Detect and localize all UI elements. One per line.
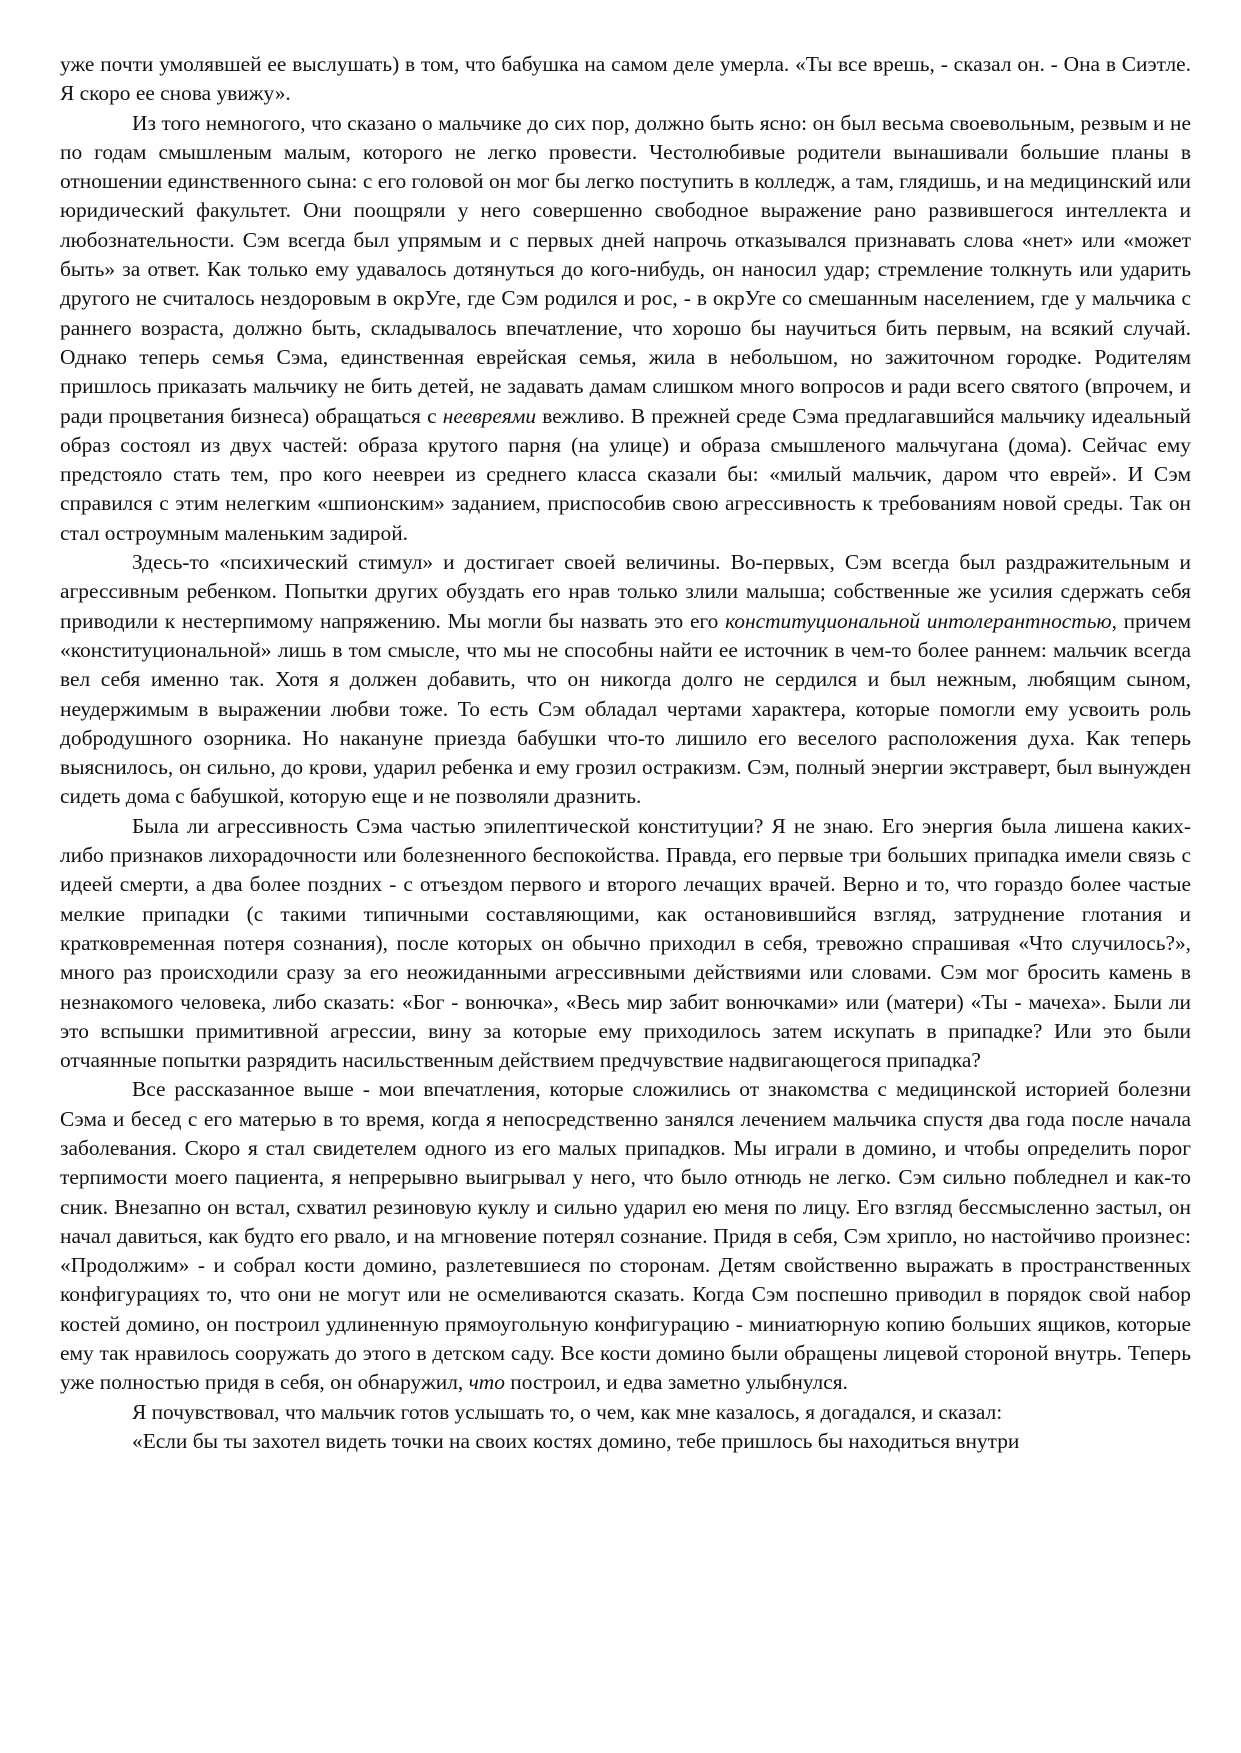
paragraph-5 <box>60 1075 1191 1397</box>
emphasis-text: что <box>468 1370 505 1395</box>
text-run: Все рассказанное выше - мои впечатления, которые сложились от знакомства с медицинской историей болезни Сэма и бесед с его матерью в то время, когда я непосредственно занялся лечением мальчика спустя два года после начала заболевания. Скоро я стал свидетелем одного из его малых припадков. Мы играли в домино, и чтобы определить порог терпимости моего пациента, я непрерывно выигрывал у него, что было отнюдь не легко. Сэм сильно побледнел и как-то сник. Внезапно он встал, схватил резиновую куклу и сильно ударил ею меня по лицу. Его взгляд бессмысленно застыл, он начал давиться, как будто его рвало, и на мгновение потерял сознание. Придя в себя, Сэм хрипло, но настойчиво произнес: «Продолжим» - и собрал кости домино, разлетевшиеся по сторонам. Детям свойственно выражать в пространственных конфигурациях то, что они не могут или не осмеливаются сказать. Когда Сэм поспешно приводил в порядок свой набор костей домино, он построил удлиненную прямоугольную конфигурацию - миниатюрную копию больших ящиков, которые ему так нравилось сооружать до этого в детском саду. Все кости домино были обращены лицевой стороной внутрь. Теперь уже полностью придя в себя, он обнаружил, <box>60 1077 1191 1395</box>
text-run: вежливо. В прежней среде Сэма предлагавшийся мальчику идеальный образ состоял из двух частей: образа крутого парня (на улице) и образа смышленого мальчугана (дома). Сейчас ему предстояло стать тем, про кого неевреи из среднего класса сказали бы: «милый мальчик, даром что еврей». И Сэм справился с этим нелегким «шпионским» заданием, приспособив свою агрессивность к требованиям новой среды. Так он стал остроумным маленьким задирой. <box>60 403 1191 545</box>
text-run: «Если бы ты захотел видеть точки на своих костях домино, тебе пришлось бы находиться внутри <box>132 1428 1020 1453</box>
paragraph-6 <box>60 1398 1191 1427</box>
emphasis-text: конституциональной интолерантностью <box>725 608 1112 633</box>
paragraph-3 <box>60 548 1191 812</box>
document-page <box>60 50 1191 1456</box>
text-run: Я почувствовал, что мальчик готов услышать то, о чем, как мне казалось, я догадался, и сказал: <box>132 1399 1003 1424</box>
paragraph-1 <box>60 50 1191 109</box>
text-run: , причем «конституциональной» лишь в том смысле, что мы не способны найти ее источник в чем-то более раннем: мальчик всегда вел себя именно так. Хотя я должен добавить, что он никогда долго не сердился и был нежным, любящим сыном, неудержимым в выражении любви тоже. То есть Сэм обладал чертами характера, которые помогли ему усвоить роль добродушного озорника. Но накануне приезда бабушки что-то лишило его веселого расположения духа. Как теперь выяснилось, он сильно, до крови, ударил ребенка и ему грозил остракизм. Сэм, полный энергии экстраверт, был вынужден сидеть дома с бабушкой, которую еще и не позволяли дразнить. <box>60 608 1192 809</box>
paragraph-2 <box>60 109 1191 548</box>
paragraph-7 <box>60 1427 1191 1456</box>
emphasis-text: неевреями <box>442 403 537 428</box>
text-run: Здесь-то «психический стимул» и достигает своей величины. Во-первых, Сэм всегда был раздражительным и агрессивным ребенком. Попытки других обуздать его нрав только злили малыша; собственные же усилия сдержать себя приводили к нестерпимому напряжению. Мы могли бы назвать это его <box>60 550 1191 633</box>
paragraph-4 <box>60 812 1191 1076</box>
text-run: построил, и едва заметно улыбнулся. <box>504 1370 848 1395</box>
text-run: Была ли агрессивность Сэма частью эпилептической конституции? Я не знаю. Его энергия была лишена каких-либо признаков лихорадочности или болезненного беспокойства. Правда, его первые три больших припадка имели связь с идеей смерти, а два более поздних - с отъездом первого и второго лечащих врачей. Верно и то, что гораздо более частые мелкие припадки (с такими типичными составляющими, как остановившийся взгляд, затруднение глотания и кратковременная потеря сознания), после которых он обычно приходил в себя, тревожно спрашивая «Что случилось?», много раз происходили сразу за его неожиданными агрессивными действиями или словами. Сэм мог бросить камень в незнакомого человека, либо сказать: «Бог - вонючка», «Весь мир забит вонючками» или (матери) «Ты - мачеха». Были ли это вспышки примитивной агрессии, вину за которые ему приходилось затем искупать в припадке? Или это были отчаянные попытки разрядить насильственным действием предчувствие надвигающегося припадка? <box>60 813 1191 1073</box>
text-run: Из того немногого, что сказано о мальчике до сих пор, должно быть ясно: он был весьма своевольным, резвым и не по годам смышленым малым, которого не легко провести. Честолюбивые родители вынашивали большие планы в отношении единственного сына: с его головой он мог бы легко поступить в колледж, а там, глядишь, и на медицинский или юридический факультет. Они поощряли у него совершенно свободное выражение рано развившегося интеллекта и любознательности. Сэм всегда был упрямым и с первых дней напрочь отказывался признавать слова «нет» или «может быть» за ответ. Как только ему удавалось дотянуться до кого-нибудь, он наносил удар; стремление толкнуть или ударить другого не считалось нездоровым в окрУге, где Сэм родился и рос, - в окрУге со смешанным населением, где у мальчика с раннего возраста, должно быть, складывалось впечатление, что хорошо бы научиться бить первым, на всякий случай. Однако теперь семья Сэма, единственная еврейская семья, жила в небольшом, но зажиточном городке. Родителям пришлось приказать мальчику не бить детей, не задавать дамам слишком много вопросов и ради всего святого (впрочем, и ради процветания бизнеса) обращаться с <box>60 110 1191 428</box>
text-run: уже почти умолявшей ее выслушать) в том, что бабушка на самом деле умерла. «Ты все врешь, - сказал он. - Она в Сиэтле. Я скоро ее снова увижу». <box>60 52 1191 106</box>
